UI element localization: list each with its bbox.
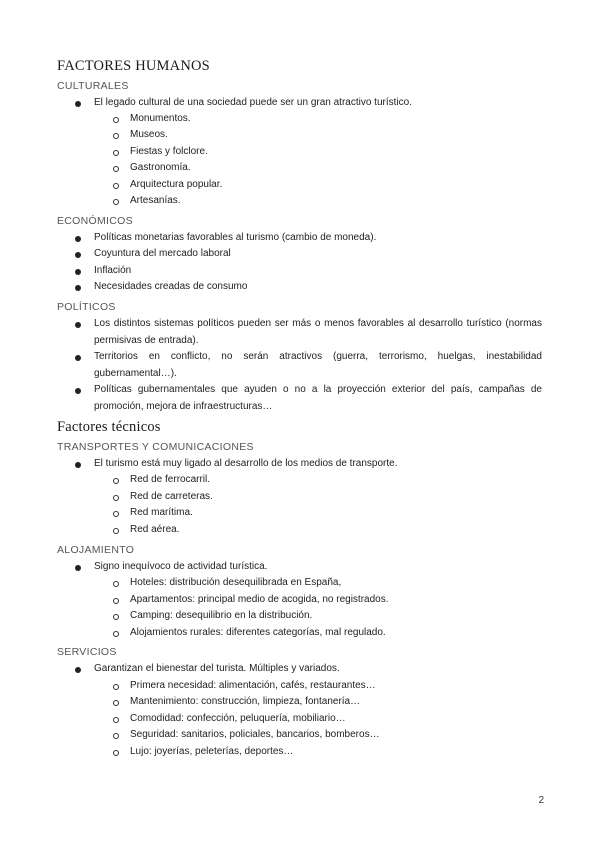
bullet-disc: [75, 252, 81, 258]
list-item: Red de carreteras.: [130, 491, 213, 502]
subsection-culturales: CULTURALES: [57, 80, 129, 92]
subsection-transportes: TRANSPORTES Y COMUNICACIONES: [57, 441, 254, 453]
bullet-disc: [75, 269, 81, 275]
subsection-economicos: ECONÓMICOS: [57, 215, 133, 227]
subsection-politicos: POLÍTICOS: [57, 301, 116, 313]
list-item: Alojamientos rurales: diferentes categorías, mal regulado.: [130, 627, 386, 638]
list-item: Mantenimiento: construcción, limpieza, fontanería…: [130, 696, 361, 707]
bullet-circle: [113, 478, 119, 484]
section-title-tecnicos: Factores técnicos: [57, 419, 161, 435]
bullet-circle: [113, 199, 119, 205]
list-item: Signo inequívoco de actividad turística.: [94, 561, 268, 572]
list-item: Red de ferrocarril.: [130, 474, 211, 485]
bullet-circle: [113, 631, 119, 637]
list-item: Camping: desequilibrio en la distribución.: [130, 610, 313, 621]
list-item: Necesidades creadas de consumo: [94, 281, 248, 292]
bullet-circle: [113, 733, 119, 739]
list-item: Los distintos sistemas políticos pueden ser más o menos favorables al desarrollo turístico (normas permisivas de entrada).: [94, 318, 542, 346]
bullet-circle: [113, 598, 119, 604]
bullet-circle: [113, 684, 119, 690]
bullet-circle: [113, 614, 119, 620]
list-item: Garantizan el bienestar del turista. Múltiples y variados.: [94, 663, 340, 674]
bullet-disc: [75, 355, 81, 361]
bullet-circle: [113, 750, 119, 756]
bullet-circle: [113, 495, 119, 501]
list-item: Comodidad: confección, peluquería, mobiliario…: [130, 713, 346, 724]
bullet-disc: [75, 667, 81, 673]
bullet-circle: [113, 717, 119, 723]
list-item: El turismo está muy ligado al desarrollo de los medios de transporte.: [94, 458, 398, 469]
list-item: Inflación: [94, 265, 132, 276]
bullet-disc: [75, 322, 81, 328]
page-number: 2: [538, 795, 544, 806]
list-item: Políticas gubernamentales que ayuden o no a la proyección exterior del país, campañas de promoción, mejora de infraestructuras…: [94, 384, 542, 412]
list-item: Primera necesidad: alimentación, cafés, restaurantes…: [130, 680, 376, 691]
bullet-disc: [75, 101, 81, 107]
bullet-disc: [75, 285, 81, 291]
bullet-disc: [75, 565, 81, 571]
list-item: Fiestas y folclore.: [130, 146, 208, 157]
subsection-alojamiento: ALOJAMIENTO: [57, 544, 135, 556]
list-item: Lujo: joyerías, peleterías, deportes…: [130, 746, 294, 757]
subsection-servicios: SERVICIOS: [57, 646, 117, 658]
list-item: Gastronomía.: [130, 162, 191, 173]
list-item: El legado cultural de una sociedad puede ser un gran atractivo turístico.: [94, 97, 412, 108]
list-item: Apartamentos: principal medio de acogida, no registrados.: [130, 594, 389, 605]
list-item: Hoteles: distribución desequilibrada en España,: [130, 577, 342, 588]
list-item: Museos.: [130, 129, 168, 140]
list-item: Coyuntura del mercado laboral: [94, 248, 231, 259]
bullet-disc: [75, 462, 81, 468]
bullet-circle: [113, 581, 119, 587]
bullet-circle: [113, 166, 119, 172]
list-item: Red marítima.: [130, 507, 193, 518]
bullet-circle: [113, 700, 119, 706]
list-item: Arquitectura popular.: [130, 179, 223, 190]
section-title-humanos: FACTORES HUMANOS: [57, 58, 210, 74]
list-item: Territorios en conflicto, no serán atractivos (guerra, terrorismo, huelgas, inestabilidad gubernamental…).: [94, 351, 542, 379]
bullet-circle: [113, 133, 119, 139]
bullet-disc: [75, 236, 81, 242]
bullet-circle: [113, 511, 119, 517]
list-item: Red aérea.: [130, 524, 180, 535]
list-item: Monumentos.: [130, 113, 191, 124]
bullet-circle: [113, 117, 119, 123]
list-item: Seguridad: sanitarios, policiales, bancarios, bomberos…: [130, 729, 380, 740]
list-item: Políticas monetarias favorables al turismo (cambio de moneda).: [94, 232, 377, 243]
bullet-disc: [75, 388, 81, 394]
bullet-circle: [113, 183, 119, 189]
list-item: Artesanías.: [130, 195, 181, 206]
bullet-circle: [113, 150, 119, 156]
bullet-circle: [113, 528, 119, 534]
